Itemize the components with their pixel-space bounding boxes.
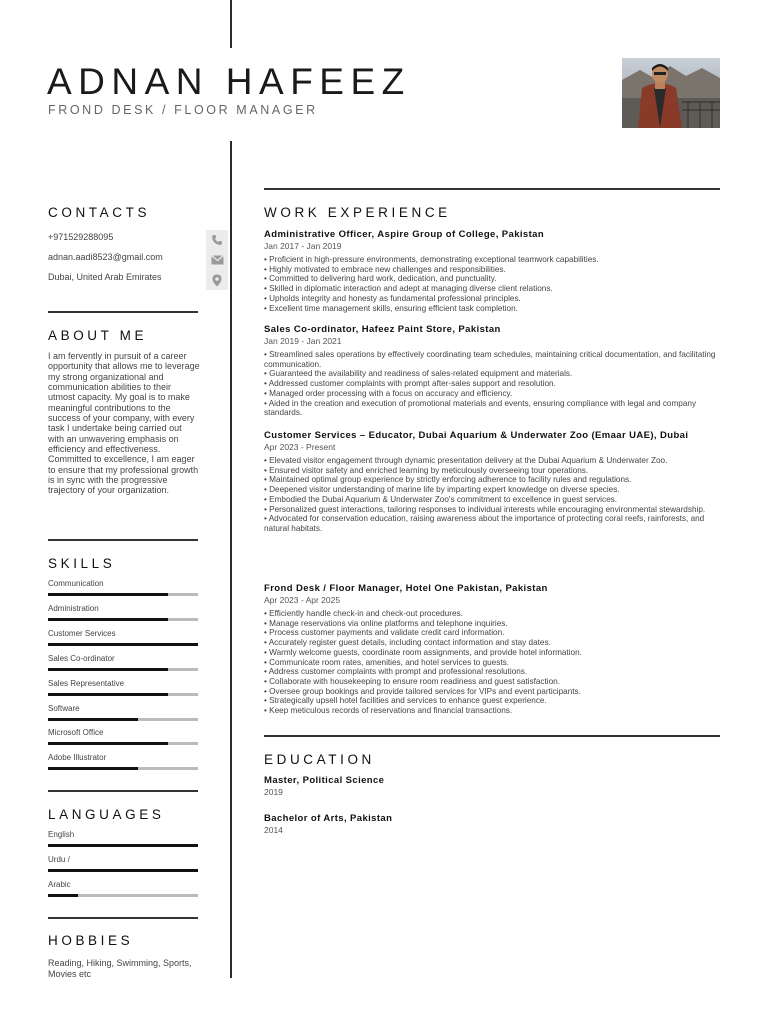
job-bullet: • Accurately register guest details, including contact information and stay dates.	[264, 638, 551, 648]
job-entry-hotel-one	[264, 583, 722, 716]
skill-level-fill	[48, 643, 198, 646]
skill-level-fill	[48, 618, 168, 621]
education-entry-master	[264, 775, 384, 797]
job-entry-dubai-aquarium	[264, 430, 722, 534]
languages-bottom-rule	[48, 917, 198, 919]
skill-item	[48, 704, 198, 713]
language-item	[48, 830, 198, 839]
skill-level-bar	[48, 618, 198, 621]
job-date: Apr 2023 - Apr 2025	[264, 595, 341, 605]
languages-heading: LANGUAGES	[48, 807, 165, 822]
skill-item	[48, 753, 198, 762]
skill-item	[48, 604, 198, 613]
skill-level-bar	[48, 718, 198, 721]
skill-item	[48, 654, 198, 663]
job-bullet: • Aided in the creation and execution of promotional materials and events, ensuring compliance with legal and company standards.	[264, 398, 697, 418]
skill-label: Software	[48, 703, 80, 713]
contacts-bottom-rule	[48, 311, 198, 313]
job-bullets	[264, 456, 722, 534]
job-bullet: • Ensured visitor safety and enriched learning by meticulously overseeing tour operations.	[264, 465, 589, 475]
skill-level-fill	[48, 718, 138, 721]
right-top-rule	[264, 188, 720, 190]
language-level-bar	[48, 894, 198, 897]
job-bullet: • Personalized guest interactions, tailoring responses to individual interests while encouraging environmental stewardship.	[264, 504, 706, 514]
education-degree: Master, Political Science	[264, 775, 385, 786]
skill-label: Sales Representative	[48, 678, 125, 688]
job-bullet: • Streamlined sales operations by effectively coordinating team schedules, maintaining critical documentation, and facilitating communication.	[264, 350, 716, 369]
skill-level-bar	[48, 668, 198, 671]
skill-level-bar	[48, 767, 198, 770]
language-level-bar	[48, 869, 198, 872]
job-bullet: • Elevated visitor engagement through dynamic presentation delivery at the Dubai Aquarium & Underwater Zoo.	[264, 456, 668, 465]
column-divider-line	[230, 141, 232, 978]
skill-label: Customer Services	[48, 628, 116, 638]
job-bullet: • Deepened visitor understanding of marine life by imparting expert knowledge on diverse species.	[264, 485, 620, 495]
phone-text[interactable]: +971529288095	[48, 232, 114, 242]
candidate-name: ADNAN HAFEEZ	[47, 61, 411, 102]
skill-level-fill	[48, 767, 138, 770]
job-entry-aspire	[264, 229, 722, 313]
language-label: Urdu /	[48, 855, 70, 864]
job-entry-hafeez-paint	[264, 324, 722, 418]
education-heading: EDUCATION	[264, 752, 375, 767]
hobbies-heading: HOBBIES	[48, 933, 134, 948]
job-bullet: • Skilled in diplomatic interaction and adept at managing diverse client relations.	[264, 284, 553, 294]
job-bullets	[264, 609, 722, 716]
language-label: English	[48, 830, 75, 839]
about-heading: ABOUT ME	[48, 328, 148, 343]
top-divider-line	[230, 0, 232, 48]
skill-level-bar	[48, 643, 198, 646]
language-level-fill	[48, 869, 198, 872]
skill-item	[48, 579, 198, 588]
skill-level-bar	[48, 593, 198, 596]
job-title: Administrative Officer, Aspire Group of College, Pakistan	[264, 229, 545, 240]
skill-level-bar	[48, 693, 198, 696]
job-title: Sales Co-ordinator, Hafeez Paint Store, Pakistan	[264, 324, 501, 335]
skills-heading: SKILLS	[48, 556, 116, 571]
job-bullet: • Upholds integrity and honesty as fundamental professional principles.	[264, 293, 521, 303]
experience-heading: WORK EXPERIENCE	[264, 205, 451, 220]
education-entry-bachelor	[264, 813, 392, 835]
job-bullet: • Proficient in high-pressure environments, demonstrating exceptional teamwork capabilities.	[264, 255, 599, 264]
education-year: 2014	[264, 825, 283, 835]
job-title: Frond Desk / Floor Manager, Hotel One Pakistan, Pakistan	[264, 583, 548, 594]
skill-label: Sales Co-ordinator	[48, 653, 115, 663]
about-text: I am fervently in pursuit of a career opportunity that allows me to leverage my strong organizational and communication abilities to their utmost capacity. My goal is to make meaningful contributions to the success of your company, with every task I undertake being carried out with an unwavering emphasis on efficiency and effectiveness. Committed to excellence, I am eager to ensure that my professional growth is in sync with the progressive trajectory of your organization.	[48, 351, 200, 496]
job-bullet: • Highly motivated to embrace new challenges and responsibilities.	[264, 264, 506, 274]
job-bullet: • Communicate room rates, amenities, and hotel services to guests.	[264, 657, 509, 667]
profile-photo	[622, 58, 720, 128]
skill-label: Adobe Illustrator	[48, 753, 107, 763]
skill-item	[48, 629, 198, 638]
job-bullet: • Excellent time management skills, ensuring efficient task completion.	[264, 303, 518, 313]
language-label: Arabic	[48, 880, 71, 889]
job-bullets	[264, 255, 722, 313]
skill-label: Communication	[48, 579, 104, 588]
job-bullet: • Maintained optimal group experience by strictly enforcing adherence to facility rules and regulations.	[264, 475, 632, 485]
skill-item	[48, 679, 198, 688]
education-degree: Bachelor of Arts, Pakistan	[264, 813, 393, 824]
job-date: Jan 2019 - Jan 2021	[264, 336, 342, 346]
job-bullets	[264, 350, 722, 418]
job-title: Customer Services – Educator, Dubai Aquarium & Underwater Zoo (Emaar UAE), Dubai	[264, 430, 689, 441]
job-bullet: • Address customer complaints with prompt and professional resolutions.	[264, 667, 528, 677]
language-level-bar	[48, 844, 198, 847]
skill-label: Administration	[48, 603, 99, 613]
contact-email	[48, 250, 228, 270]
skill-level-bar	[48, 742, 198, 745]
job-bullet: • Guaranteed the availability and readiness of sales-related equipment and materials.	[264, 369, 573, 379]
job-bullet: • Strategically upsell hotel facilities and services to enhance guest experience.	[264, 696, 547, 706]
skill-level-fill	[48, 668, 168, 671]
job-bullet: • Managed order processing with a focus on accuracy and efficiency.	[264, 388, 513, 398]
job-date: Jan 2017 - Jan 2019	[264, 241, 342, 251]
language-item	[48, 855, 198, 864]
language-level-fill	[48, 894, 78, 897]
skill-level-fill	[48, 742, 168, 745]
job-bullet: • Advocated for conservation education, raising awareness about the importance of protecting coral reefs, rainforests, and natural habitats.	[264, 514, 705, 533]
job-bullet: • Efficiently handle check-in and check-out procedures.	[264, 609, 463, 618]
email-text[interactable]: adnan.aadi8523@gmail.com	[48, 252, 163, 262]
job-bullet: • Process customer payments and validate credit card information.	[264, 628, 505, 638]
job-bullet: • Manage reservations via online platforms and telephone inquiries.	[264, 618, 508, 628]
envelope-icon	[206, 250, 228, 270]
education-year: 2019	[264, 787, 283, 797]
job-bullet: • Committed to delivering hard work, dedication, and punctuality.	[264, 274, 497, 284]
contact-location	[48, 270, 228, 290]
phone-icon	[206, 230, 228, 250]
contacts-heading: CONTACTS	[48, 205, 151, 220]
about-bottom-rule	[48, 539, 198, 541]
job-date: Apr 2023 - Present	[264, 442, 336, 452]
location-pin-icon	[206, 270, 228, 290]
experience-bottom-rule	[264, 735, 720, 737]
hobbies-text: Reading, Hiking, Swimming, Sports, Movies etc	[48, 958, 192, 979]
job-bullet: • Oversee group bookings and provide tailored services for VIPs and event participants.	[264, 686, 581, 696]
skill-level-fill	[48, 593, 168, 596]
skills-bottom-rule	[48, 790, 198, 792]
job-bullet: • Collaborate with housekeeping to ensure room readiness and guest satisfaction.	[264, 676, 560, 686]
skill-item	[48, 728, 198, 737]
job-bullet: • Addressed customer complaints with prompt after-sales support and resolution.	[264, 379, 556, 389]
job-bullet: • Keep meticulous records of reservations and financial transactions.	[264, 706, 513, 716]
skill-level-fill	[48, 693, 168, 696]
job-bullet: • Warmly welcome guests, coordinate room assignments, and provide hotel information.	[264, 647, 582, 657]
contact-phone	[48, 230, 228, 250]
language-level-fill	[48, 844, 198, 847]
language-item	[48, 880, 198, 889]
location-text: Dubai, United Arab Emirates	[48, 272, 162, 282]
candidate-title: FROND DESK / FLOOR MANAGER	[48, 103, 318, 117]
skill-label: Microsoft Office	[48, 728, 104, 738]
job-bullet: • Embodied the Dubai Aquarium & Underwater Zoo's commitment to excellence in guest services.	[264, 494, 618, 504]
